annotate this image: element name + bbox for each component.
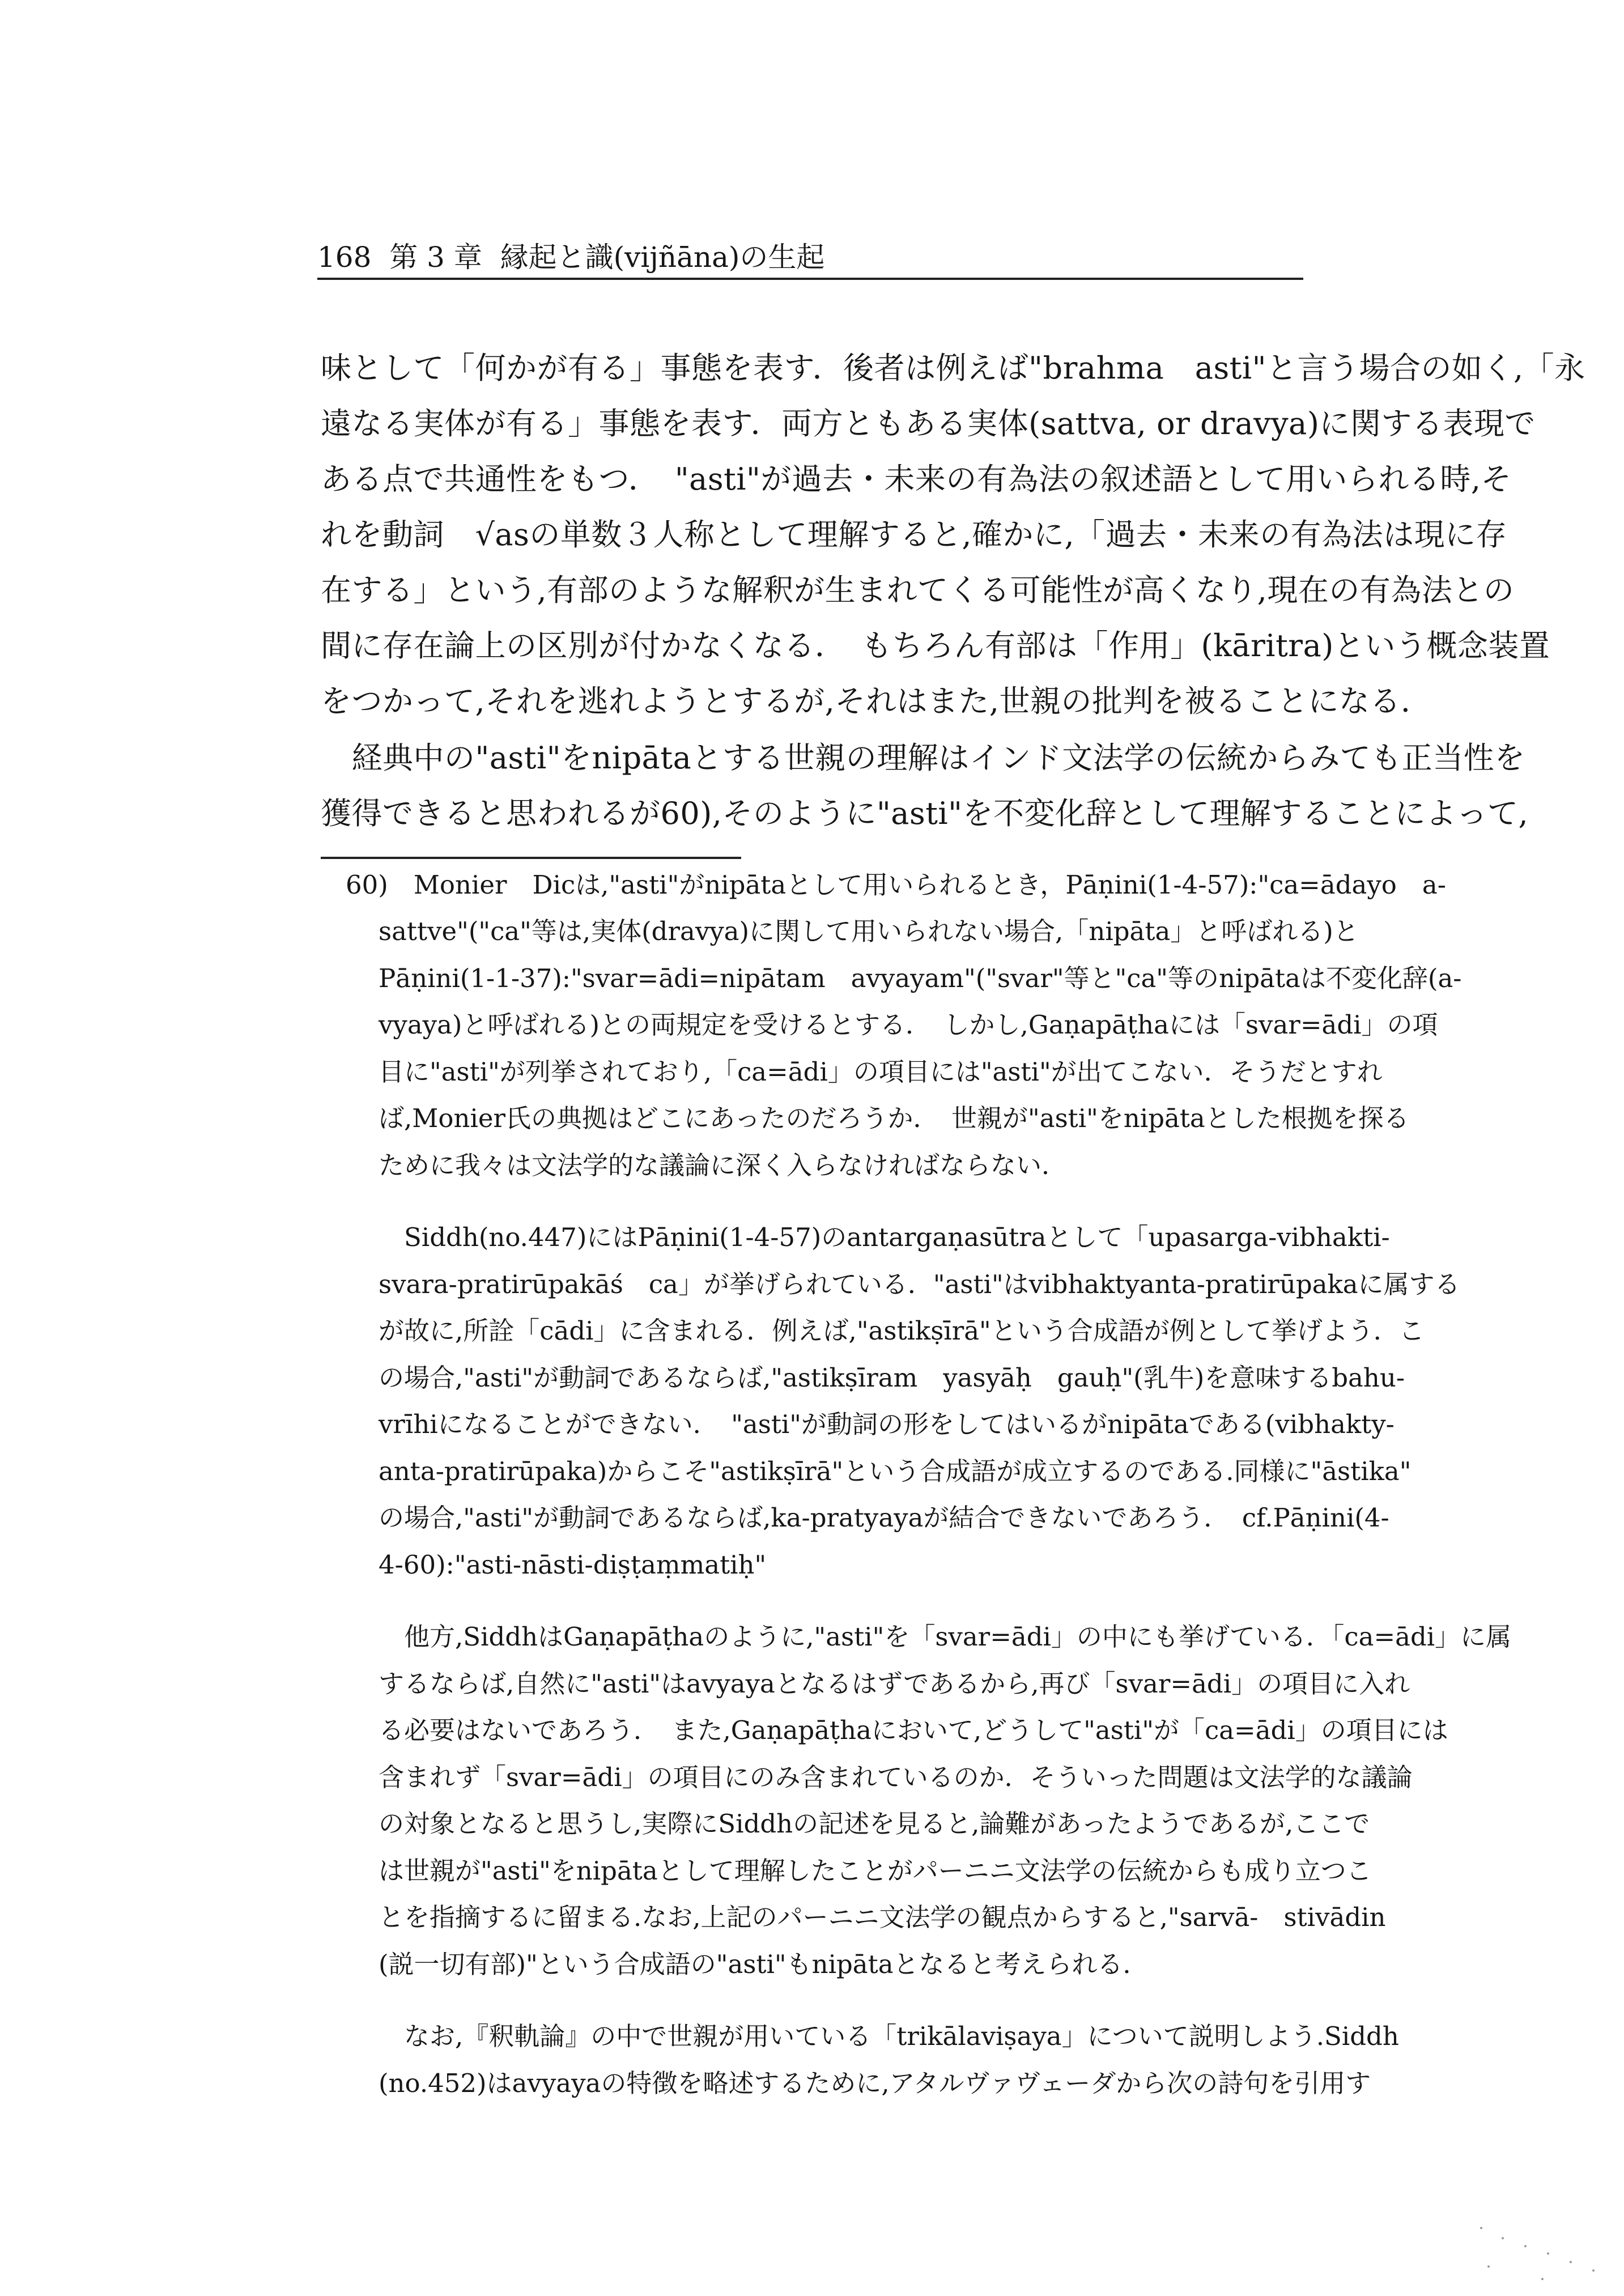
body-line: れを動詞 √asの単数３人称として理解すると,確かに,「過去・未来の有為法は現に存: [321, 517, 1507, 552]
body-line: 在する」という,有部のような解釈が生まれてくる可能性が高くなり,現在の有為法との: [321, 572, 1515, 608]
footnote-line: するならば,自然に"asti"はavyayaとなるはずであるから,再び「svar=ādi」の項目に入れ: [379, 1669, 1410, 1699]
footnote-line: 4-60):"asti-nāsti-diṣṭaṃmatiḥ": [379, 1550, 767, 1580]
footnote-line: (説一切有部)"という合成語の"asti"もnipātaとなると考えられる．: [379, 1949, 1149, 1979]
scan-speck: [1541, 2278, 1544, 2280]
running-header: [317, 240, 1303, 274]
header-rule: [317, 278, 1303, 280]
body-line: 経典中の"asti"をnipātaとする世親の理解はインド文法学の伝統からみても正当性を: [321, 740, 1525, 776]
footnote-line: vrīhiになることができない． "asti"が動詞の形をしてはいるがnipātaである(vibhakty-: [379, 1409, 1395, 1439]
scan-speck: [1592, 2269, 1595, 2272]
body-line: 獲得できると思われるが60),そのように"asti"を不変化辞として理解することによって,: [321, 796, 1529, 831]
footnote-line: Pāṇini(1-1-37):"svar=ādi=nipātam avyayam"("svar"等と"ca"等のnipātaは不変化辞(a-: [379, 963, 1462, 993]
page-number: 168: [317, 241, 372, 274]
chapter-title: 縁起と識(vijñāna)の生起: [500, 241, 825, 274]
scan-speck: [1524, 2245, 1527, 2247]
footnote-line: anta-pratirūpaka)からこそ"astikṣīrā"という合成語が成立するのである.同様に"āstika": [379, 1456, 1412, 1486]
scan-speck: [1502, 2237, 1504, 2239]
footnote-line: sattve"("ca"等は,実体(dravya)に関して用いられない場合,「nipāta」と呼ばれる)と: [379, 916, 1359, 946]
footnote-line: svara-pratirūpakāś ca」が挙げられている．"asti"はvibhaktyanta-pratirūpakaに属する: [379, 1269, 1460, 1299]
footnote-line: る必要はないであろう． また,Gaṇapāṭhaにおいて,どうして"asti"が「ca=ādi」の項目には: [379, 1715, 1448, 1745]
scan-speck: [1480, 2227, 1482, 2229]
scan-speck: [1487, 2265, 1490, 2268]
footnote-line: ために我々は文法学的な議論に深く入らなければならない．: [379, 1150, 1068, 1180]
body-line: 間に存在論上の区別が付かなくなる． もちろん有部は「作用」(kāritra)という概念装置: [321, 628, 1550, 664]
footnote-line: 他方,SiddhはGaṇapāṭhaのように,"asti"を「svar=ādi」の中にも挙げている．「ca=ādi」に属: [379, 1622, 1512, 1652]
footnote-line: は世親が"asti"をnipātaとして理解したことがパーニニ文法学の伝統からも成り立つこ: [379, 1856, 1372, 1886]
body-line: 味として「何かが有る」事態を表す．後者は例えば"brahma asti"と言う場合の如く,「永: [321, 350, 1585, 386]
footnote-line: の場合,"asti"が動詞であるならば,"astikṣīram yasyāḥ gauḥ"(乳牛)を意味するbahu-: [379, 1363, 1405, 1393]
body-line: 遠なる実体が有る」事態を表す．両方ともある実体(sattva, or dravya)に関する表現で: [321, 406, 1536, 441]
chapter-label: 第 3 章: [389, 241, 482, 274]
footnote-line: Siddh(no.447)にはPāṇini(1-4-57)のantargaṇasūtraとして「upasarga-vibhakti-: [379, 1222, 1390, 1252]
footnote-line: 目に"asti"が列挙されており,「ca=ādi」の項目には"asti"が出てこない．そうだとすれ: [379, 1057, 1383, 1087]
body-line: をつかって,それを逃れようとするが,それはまた,世親の批判を被ることになる．: [321, 683, 1432, 719]
footnote-line: vyaya)と呼ばれる)との両規定を受けるとする． しかし,Gaṇapāṭhaには「svar=ādi」の項: [379, 1010, 1438, 1040]
footnote-line: とを指摘するに留まる.なお,上記のパーニニ文法学の観点からすると,"sarvā- stivādin: [379, 1902, 1386, 1932]
body-line: ある点で共通性をもつ． "asti"が過去・未来の有為法の叙述語として用いられる時,そ: [321, 461, 1512, 497]
footnote-line: の対象となると思うし,実際にSiddhの記述を見ると,論難があったようであるが,ここで: [379, 1809, 1370, 1839]
footnote-line: 含まれず「svar=ādi」の項目にのみ含まれているのか．そういった問題は文法学的な議論: [379, 1762, 1413, 1792]
footnote-line: の場合,"asti"が動詞であるならば,ka-pratyayaが結合できないであろう． cf.Pāṇini(4-: [379, 1503, 1389, 1533]
footnote-line: ば,Monier氏の典拠はどこにあったのだろうか． 世親が"asti"をnipātaとした根拠を探る: [379, 1103, 1409, 1133]
footnote-rule: [321, 857, 741, 859]
scan-speck: [1570, 2261, 1572, 2263]
scan-speck: [1547, 2252, 1549, 2255]
footnote-line: が故に,所詮「cādi」に含まれる．例えば,"astikṣīrā"という合成語が例として挙げよう．こ: [379, 1316, 1425, 1346]
footnote-line: 60) Monier Dicは,"asti"がnipātaとして用いられるとき，Pāṇini(1-4-57):"ca=ādayo a-: [346, 870, 1446, 900]
footnote-line: なお,『釈軌論』の中で世親が用いている「trikālaviṣaya」について説明しよう.Siddh: [379, 2021, 1399, 2051]
footnote-line: (no.452)はavyayaの特徴を略述するために,アタルヴァヴェーダから次の詩句を引用す: [379, 2068, 1371, 2098]
